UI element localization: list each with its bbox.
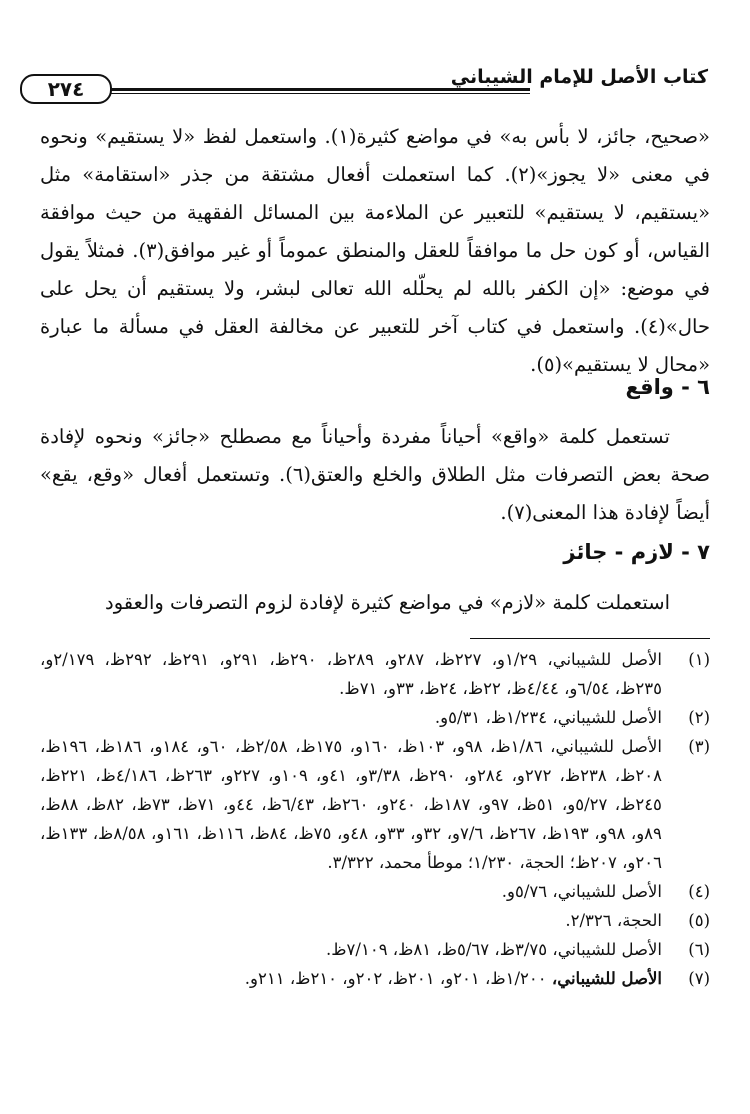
- header-rule-thin: [84, 93, 530, 94]
- footnote-text: الأصل للشيباني، ٥/٧٦و.: [501, 882, 662, 901]
- footnote-text: ١/٢٠٠ظ، ٢٠١و، ٢٠١ظ، ٢٠٢و، ٢١٠ظ، ٢١١و.: [244, 969, 552, 988]
- footnote-number: (٢): [688, 708, 710, 727]
- footnote-text: الأصل للشيباني، ٣/٧٥ظ، ٥/٦٧ظ، ٨١ظ، ٧/١٠٩ظ.: [326, 940, 662, 959]
- footnote-4: [40, 877, 710, 906]
- footnote-source-bold: الأصل للشيباني،: [551, 969, 662, 988]
- footnote-separator: [470, 638, 710, 639]
- running-title: كتاب الأصل للإمام الشيباني: [450, 66, 708, 88]
- page-number: ٢٧٤: [20, 74, 112, 104]
- footnote-text: الأصل للشيباني، ١/٢٩و، ٢٢٧ظ، ٢٨٧و، ٢٨٩ظ، ٢٩٠ظ، ٢٩١و، ٢٩١ظ، ٢٩٢ظ، ٢/١٧٩و، ٢٣٥ظ، ٦/٥٤و، ٤/٤٤ظ، ٢٢ظ، ٢٤ظ، ٣٣و، ٧١ظ.: [40, 650, 662, 698]
- footnote-3: [40, 732, 710, 877]
- footnote-text: الأصل للشيباني، ١/٢٣٤ظ، ٥/٣١و.: [434, 708, 662, 727]
- footnote-number: (٧): [688, 969, 710, 988]
- footnote-number: (٣): [688, 737, 710, 756]
- page-header: [20, 62, 730, 108]
- section-7-paragraph: استعملت كلمة «لازم» في مواضع كثيرة لإفادة لزوم التصرفات والعقود: [105, 591, 670, 614]
- footnote-number: (٦): [688, 940, 710, 959]
- intro-paragraph: «صحيح، جائز، لا بأس به» في مواضع كثيرة(١). واستعمل لفظ «لا يستقيم» ونحوه في معنى «لا يجوز»(٢). كما استعملت أفعال مشتقة من جذر «استقامة» مثل «يستقيم، لا يستقيم» للتعبير عن الملاءمة بين المسائل الفقهية من حيث موافقة القياس، أو كون حل ما موافقاً للعقل والمنطق عموماً أو غير موافق(٣). فمثلاً يقول في موضع: «إن الكفر بالله لم يحلّله الله تعالى لبشر، ولا يستقيم أن يحل على حال»(٤). واستعمل في كتاب آخر للتعبير عن مخالفة العقل في مسألة ما عبارة «محال لا يستقيم»(٥).: [40, 125, 710, 376]
- footnotes-list: [40, 645, 710, 993]
- footnote-text: الحجة، ٢/٣٢٦.: [565, 911, 662, 930]
- footnote-5: [40, 906, 710, 935]
- footnote-text: الأصل للشيباني، ١/٨٦ظ، ٩٨و، ١٠٣ظ، ١٦٠و، ١٧٥ظ، ٢/٥٨ظ، ٦٠و، ١٨٤و، ١٨٦ظ، ١٩٦ظ، ٢٠٨ظ، ٢٣٨ظ، ٢٧٢و، ٢٨٤و، ٢٩٠ظ، ٣/٣٨و، ٤١و، ١٠٩و، ٢٢٧و، ٢٦٣ظ، ٤/١٨٦ظ، ٢٢١ظ، ٢٤٥ظ، ٥/٢٧و، ٥١ظ، ٩٧و، ١٨٧ظ، ٢٤٠و، ٢٦٠ظ، ٦/٤٣ظ، ٤٤و، ٧١ظ، ٧٣ظ، ٨٢ظ، ٨٨ظ، ٨٩و، ٩٨و، ١٩٣ظ، ٢٦٧ظ، ٧/٦و، ٣٢و، ٣٣و، ٤٨و، ٧٥ظ، ٨٤ظ، ١١٦ظ، ١٦١و، ٨/٥٨ظ، ١٣٣ظ، ٢٠٦و، ٢٠٧ظ؛ الحجة، ١/٢٣٠؛ موطأ محمد، ٣/٣٢٢.: [40, 737, 662, 872]
- footnote-1: [40, 645, 710, 703]
- section-7-heading: ٧ - لازم - جائز: [563, 540, 710, 564]
- footnote-number: (١): [688, 650, 710, 669]
- header-rule: [84, 88, 530, 91]
- footnote-2: [40, 703, 710, 732]
- section-6-heading: ٦ - واقع: [625, 375, 710, 399]
- section-6-paragraph: تستعمل كلمة «واقع» أحياناً مفردة وأحياناً مع مصطلح «جائز» ونحوه لإفادة صحة بعض التصرفات مثل الطلاق والخلع والعتق(٦). وتستعمل أفعال «وقع، يقع» أيضاً لإفادة هذا المعنى(٧).: [40, 425, 711, 524]
- footnote-number: (٤): [688, 882, 710, 901]
- footnote-6: [40, 935, 710, 964]
- footnote-7: [40, 964, 710, 993]
- footnote-number: (٥): [688, 911, 710, 930]
